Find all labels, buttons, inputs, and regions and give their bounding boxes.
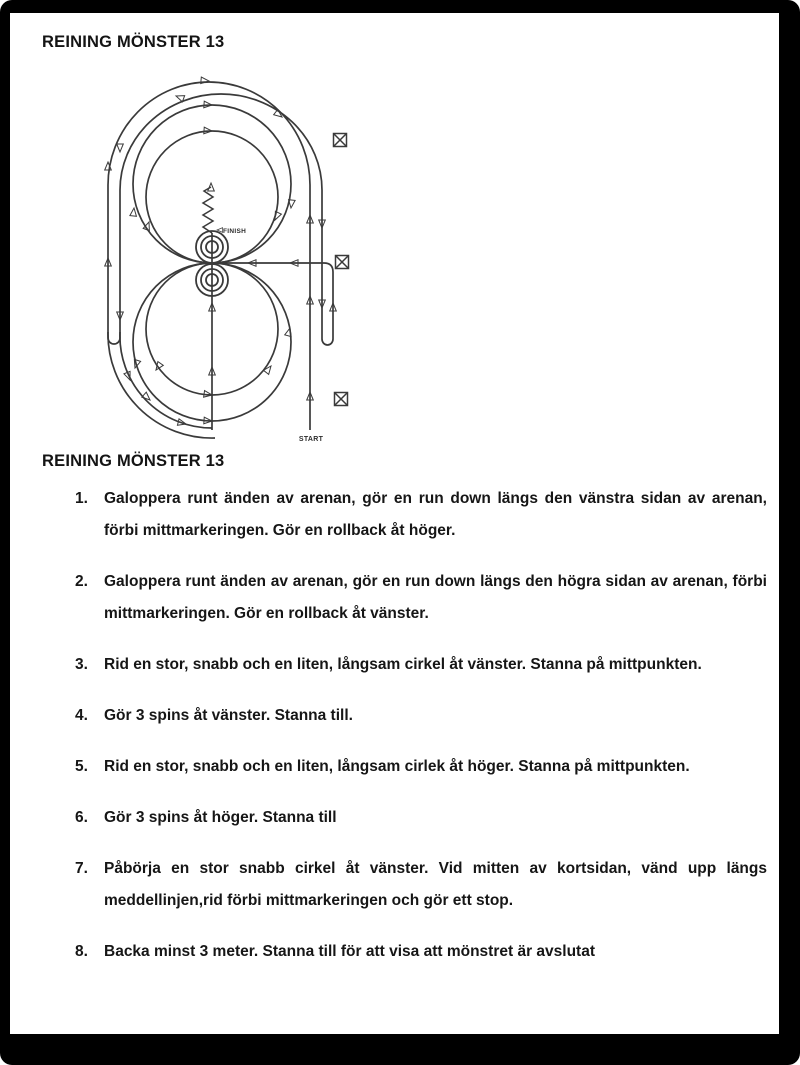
instruction-text: Galoppera runt änden av arenan, gör en run down längs den vänstra sidan av arenan, förbi mittmarkeringen. Gör en rollback åt höger. xyxy=(104,490,767,539)
arena-marker-icon xyxy=(334,134,347,147)
instruction-number: 4. xyxy=(75,707,88,724)
instruction-item-5 xyxy=(75,751,767,783)
instruction-number: 7. xyxy=(75,860,88,877)
list-heading: REINING MÖNSTER 13 xyxy=(42,452,225,470)
instruction-text: Gör 3 spins åt höger. Stanna till xyxy=(104,809,337,826)
instruction-item-6 xyxy=(75,802,767,834)
start-label: START xyxy=(298,436,324,443)
instruction-item-4 xyxy=(75,700,767,732)
instruction-text: Rid en stor, snabb och en liten, långsam cirkel åt vänster. Stanna på mittpunkten. xyxy=(104,656,702,673)
arena-marker-icon xyxy=(335,393,348,406)
bottom-end-sweeps xyxy=(108,332,215,438)
instruction-number: 3. xyxy=(75,656,88,673)
instruction-list xyxy=(75,483,767,987)
instruction-item-3 xyxy=(75,649,767,681)
arena-marker-icon xyxy=(336,256,349,269)
page-title: REINING MÖNSTER 13 xyxy=(42,33,225,51)
instruction-number: 8. xyxy=(75,943,88,960)
instruction-number: 1. xyxy=(75,490,88,507)
instruction-number: 5. xyxy=(75,758,88,775)
reining-pattern-diagram xyxy=(70,62,390,462)
instruction-text: Backa minst 3 meter. Stanna till för att visa att mönstret är avslutat xyxy=(104,943,595,960)
instruction-text: Gör 3 spins åt vänster. Stanna till. xyxy=(104,707,353,724)
instruction-item-1 xyxy=(75,483,767,547)
instruction-text: Påbörja en stor snabb cirkel åt vänster. Vid mitten av kortsidan, vänd upp längs meddellinjen,rid förbi mittmarkeringen och gör ett stop. xyxy=(104,860,767,909)
instruction-number: 6. xyxy=(75,809,88,826)
finish-label: FINISH xyxy=(223,228,247,235)
backup-zigzag xyxy=(203,183,214,233)
instruction-item-8 xyxy=(75,936,767,968)
instruction-item-2 xyxy=(75,566,767,630)
instruction-number: 2. xyxy=(75,573,88,590)
instruction-text: Rid en stor, snabb och en liten, långsam cirlek åt höger. Stanna på mittpunkten. xyxy=(104,758,690,775)
instruction-text: Galoppera runt änden av arenan, gör en run down längs den högra sidan av arenan, förbi mittmarkeringen. Gör en rollback åt vänster. xyxy=(104,573,767,622)
instruction-item-7 xyxy=(75,853,767,917)
